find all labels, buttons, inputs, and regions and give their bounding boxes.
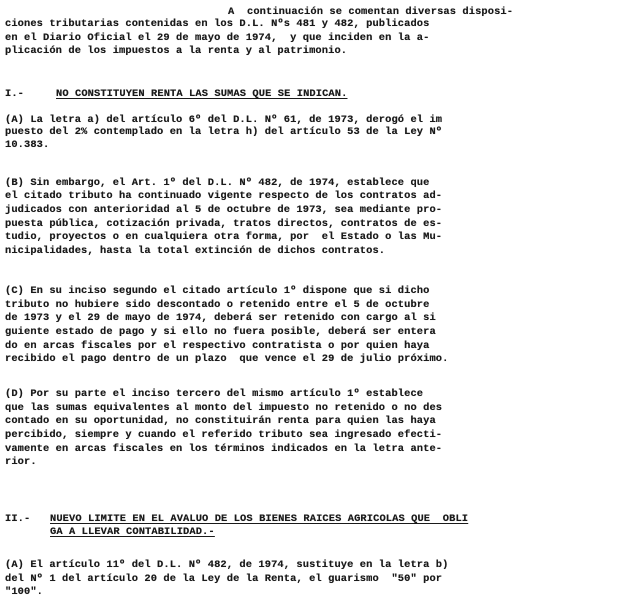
section-1-number: I.- [5,88,25,100]
para-a2-line-1: (A) El artículo 11º del D.L. Nº 482, de 1974, sustituye en la letra b) [5,559,449,571]
section-1-title: NO CONSTITUYEN RENTA LAS SUMAS QUE SE INDICAN. [56,88,348,100]
para-a-line-1: (A) La letra a) del artículo 6º del D.L. Nº 61, de 1973, derogó el im [5,114,443,126]
para-a2-line-2: del Nº 1 del artículo 20 de la Ley de la Renta, el guarismo "50" por [5,573,443,585]
intro-line-3: en el Diario Oficial el 29 de mayo de 1974, y que inciden en la a- [5,32,430,44]
para-b-line-4: puesta pública, cotización privada, tratos directos, contratos de es- [5,218,443,230]
para-a-line-2: puesto del 2% contemplado en la letra h) del artículo 53 de la Ley Nº [5,126,443,138]
section-2-title-line-2: GA A LLEVAR CONTABILIDAD.- [50,526,215,538]
intro-line-2: ciones tributarias contenidas en los D.L. Nºs 481 y 482, publicados [5,18,430,30]
para-b-line-6: nicipalidades, hasta la total extinción de dichos contratos. [5,245,386,257]
para-a-line-3: 10.383. [5,139,50,151]
para-d-line-5: vamente en arcas fiscales en los términos indicados en la letra ante- [5,443,443,455]
para-b-line-5: tudio, proyectos o en cualquiera otra forma, por el Estado o las Mu- [5,231,443,243]
intro-line-4: plicación de los impuestos a la renta y al patrimonio. [5,45,348,57]
para-c-line-3: de 1973 y el 29 de mayo de 1974, deberá ser retenido con cargo al si [5,312,436,324]
para-c-line-4: guiente estado de pago y si ello no fuera posible, deberá ser entera [5,326,436,338]
para-d-line-2: que las sumas equivalentes al monto del impuesto no retenido o no des [5,402,443,414]
para-d-line-4: percibido, siempre y cuando el referido tributo sea ingresado efecti- [5,429,443,441]
para-d-line-1: (D) Por su parte el inciso tercero del mismo artículo 1º establece [5,388,424,400]
para-b-line-1: (B) Sin embargo, el Art. 1º del D.L. Nº 482, de 1974, establece que [5,177,430,189]
para-c-line-1: (C) En su inciso segundo el citado artículo 1º dispone que si dicho [5,285,430,297]
para-c-line-6: recibido el pago dentro de un plazo que vence el 29 de julio próximo. [5,353,449,365]
para-a2-line-3: "100". [5,586,44,598]
para-c-line-2: tributo no hubiere sido descontado o retenido entre el 5 de octubre [5,299,430,311]
intro-line-1: A continuación se comentan diversas disposi- [228,6,514,18]
para-b-line-3: judicados con anterioridad al 5 de octubre de 1973, sea mediante pro- [5,204,443,216]
para-d-line-6: rior. [5,456,37,468]
para-c-line-5: do en arcas fiscales por el respectivo contratista o por quien haya [5,340,430,352]
section-2-title-line-1: NUEVO LIMITE EN EL AVALUO DE LOS BIENES RAICES AGRICOLAS QUE OBLI [50,513,469,525]
para-b-line-2: el citado tributo ha continuado vigente respecto de los contratos ad- [5,190,443,202]
section-2-number: II.- [5,513,31,525]
para-d-line-3: contado en su oportunidad, no constituirán renta para quien las haya [5,415,436,427]
